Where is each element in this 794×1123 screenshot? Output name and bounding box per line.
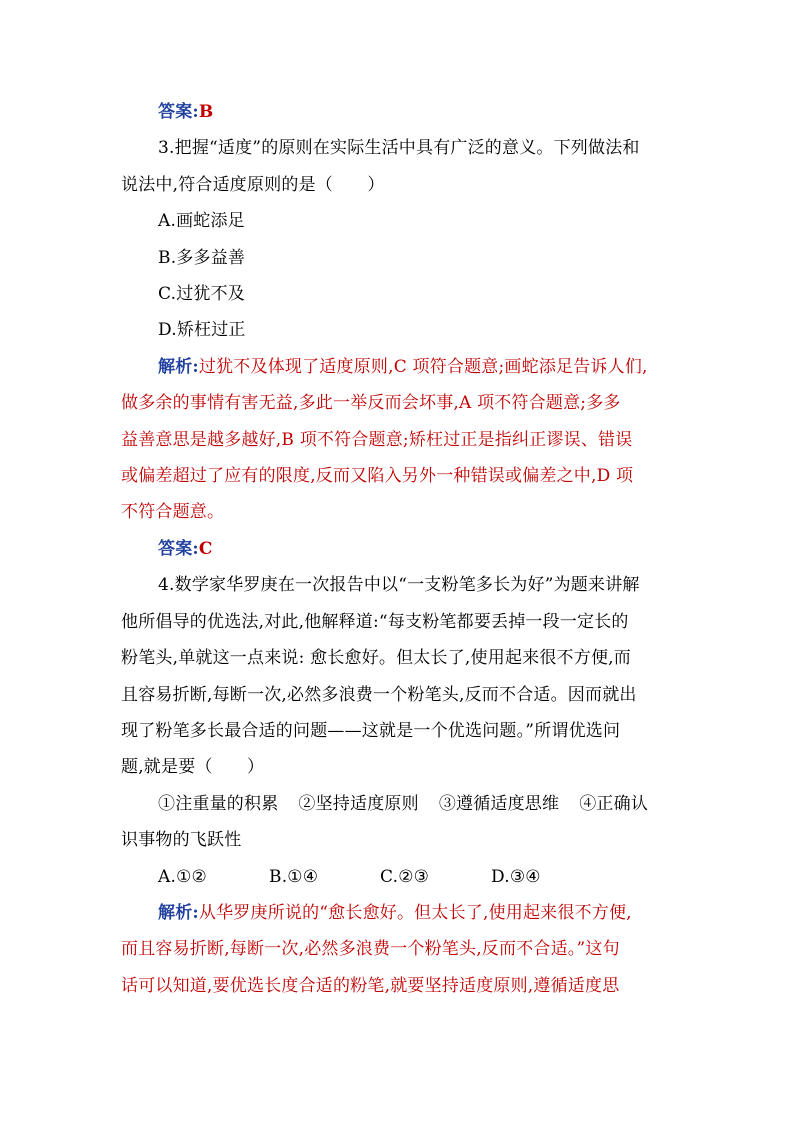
analysis-3-line-4: 或偏差超过了应有的限度,反而又陷入另外一种错误或偏差之中,D 项 xyxy=(121,466,634,487)
question-4-stem-line-1: 4.数学家华罗庚在一次报告中以“一支粉笔多长为好”为题来讲解 xyxy=(158,575,640,596)
analysis-text: 过犹不及体现了适度原则,C 项符合题意;画蛇添足告诉人们, xyxy=(198,356,648,377)
answer-line-q2 xyxy=(121,94,681,130)
analysis-label: 解析: xyxy=(158,902,199,923)
question-4-option-a: A.①② xyxy=(158,866,207,887)
question-4-stem-line-5: 现了粉笔多长最合适的问题——这就是一个优选问题。”所谓优选问 xyxy=(121,720,621,741)
question-4-item-1: ①注重量的积累 xyxy=(158,793,279,814)
analysis-3-line-5: 不符合题意。 xyxy=(121,502,225,523)
document-content xyxy=(121,94,681,1004)
answer-label: 答案: xyxy=(158,538,199,559)
question-4-item-4: ④正确认 xyxy=(579,793,649,814)
answer-line-q3 xyxy=(121,531,681,567)
question-4-item-3: ③遵循适度思维 xyxy=(438,793,560,814)
analysis-4-line-1 xyxy=(121,895,681,931)
question-4-option-b: B.①④ xyxy=(269,866,319,887)
question-4-items xyxy=(121,786,681,822)
analysis-4-line-2: 而且容易折断,每断一次,必然多浪费一个粉笔头,反而不合适。”这句 xyxy=(121,939,620,960)
answer-label: 答案: xyxy=(158,102,199,122)
question-3-option-a: A.画蛇添足 xyxy=(158,211,245,232)
analysis-label: 解析: xyxy=(158,356,199,377)
question-4-stem-line-6: 题,就是要（ ） xyxy=(121,757,265,778)
question-3-stem-line-1: 3.把握“适度”的原则在实际生活中具有广泛的意义。下列做法和 xyxy=(158,138,640,159)
analysis-text: 从华罗庚所说的“愈长愈好。但太长了,使用起来很不方便, xyxy=(198,902,632,923)
question-4-stem-line-4: 且容易折断,每断一次,必然多浪费一个粉笔头,反而不合适。因而就出 xyxy=(121,684,637,705)
analysis-4-line-3: 话可以知道,要优选长度合适的粉笔,就要坚持适度原则,遵循适度思 xyxy=(121,975,620,996)
question-4-stem-line-2: 他所倡导的优选法,对此,他解释道:“每支粉笔都要丢掉一段一定长的 xyxy=(121,611,629,632)
question-4-item-2: ②坚持适度原则 xyxy=(298,793,419,814)
question-3-option-b: B.多多益善 xyxy=(158,247,246,268)
analysis-3-line-2: 做多余的事情有害无益,多此一举反而会坏事,A 项不符合题意;多多 xyxy=(121,393,621,414)
question-3-option-d: D.矫枉过正 xyxy=(158,320,246,341)
question-4-options xyxy=(121,859,681,895)
question-4-stem-line-3: 粉笔头,单就这一点来说: 愈长愈好。但太长了,使用起来很不方便,而 xyxy=(121,648,631,669)
analysis-3-line-1 xyxy=(121,349,681,385)
answer-value: B xyxy=(198,102,214,122)
question-4-items-continued: 识事物的飞跃性 xyxy=(121,830,242,851)
analysis-3-line-3: 益善意思是越多越好,B 项不符合题意;矫枉过正是指纠正谬误、错误 xyxy=(121,429,633,450)
question-4-option-c: C.②③ xyxy=(380,866,430,887)
question-4-option-d: D.③④ xyxy=(491,866,541,887)
answer-value: C xyxy=(198,538,213,559)
question-3-option-c: C.过犹不及 xyxy=(158,284,246,305)
question-3-stem-line-2: 说法中,符合适度原则的是（ ） xyxy=(121,174,385,195)
